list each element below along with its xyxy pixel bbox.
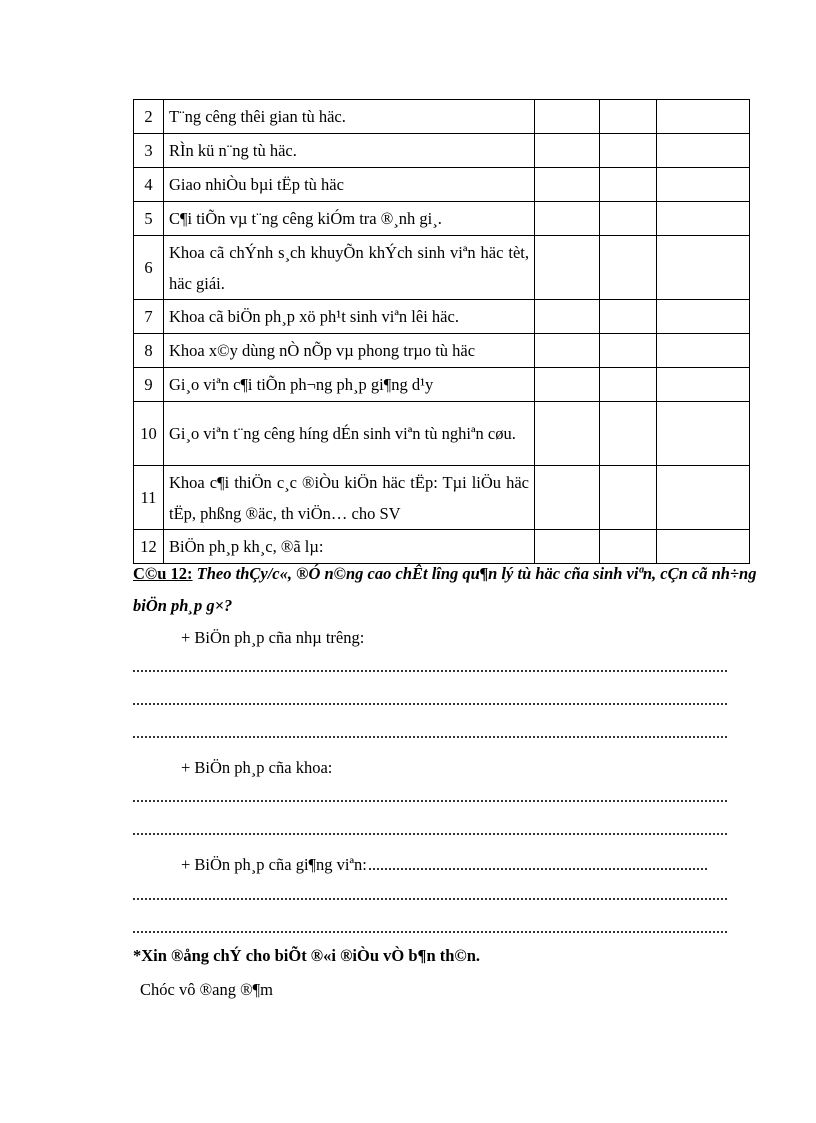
answer-cell[interactable] bbox=[535, 466, 600, 530]
row-text: Giao nhiÒu bµi tËp tù häc bbox=[164, 168, 535, 202]
answer-cell[interactable] bbox=[657, 100, 750, 134]
answer-cell[interactable] bbox=[657, 466, 750, 530]
row-text: Khoa c¶i thiÖn c¸c ®iÒu kiÖn häc tËp: Tµi liÖu häc tËp, phßng ®äc, th viÖn… cho SV bbox=[164, 466, 535, 530]
answer-faculty-label: + BiÖn ph¸p cña khoa: bbox=[181, 758, 333, 777]
answer-cell[interactable] bbox=[600, 334, 657, 368]
answer-line[interactable] bbox=[133, 896, 727, 900]
row-text: Gi¸o viªn t¨ng cêng híng dÉn sinh viªn tù nghiªn cøu. bbox=[164, 402, 535, 466]
answer-cell[interactable] bbox=[657, 134, 750, 168]
answer-cell[interactable] bbox=[535, 168, 600, 202]
answer-common-label: + BiÖn ph¸p cña nhµ trêng: bbox=[181, 628, 365, 647]
answer-cell[interactable] bbox=[535, 202, 600, 236]
personal-info-note: *Xin ®ång chÝ cho biÕt ®«i ®iÒu vÒ b¶n th©n. bbox=[133, 946, 481, 965]
answer-cell[interactable] bbox=[535, 334, 600, 368]
row-text: Gi¸o viªn c¶i tiÕn ph¬ng ph¸p gi¶ng d¹y bbox=[164, 368, 535, 402]
row-number: 6 bbox=[134, 236, 164, 300]
question-12 bbox=[133, 558, 763, 622]
row-number: 4 bbox=[134, 168, 164, 202]
row-number: 8 bbox=[134, 334, 164, 368]
answer-cell[interactable] bbox=[657, 236, 750, 300]
answer-cell[interactable] bbox=[657, 368, 750, 402]
answer-cell[interactable] bbox=[657, 334, 750, 368]
answer-cell[interactable] bbox=[600, 236, 657, 300]
table-row bbox=[134, 168, 750, 202]
answer-cell[interactable] bbox=[600, 134, 657, 168]
closing-greeting: Chóc vô ®ang ®¶m bbox=[140, 980, 273, 999]
answer-cell[interactable] bbox=[535, 236, 600, 300]
row-number: 3 bbox=[134, 134, 164, 168]
row-number: 9 bbox=[134, 368, 164, 402]
row-number: 7 bbox=[134, 300, 164, 334]
row-number: 11 bbox=[134, 466, 164, 530]
answer-teacher-row bbox=[181, 855, 707, 875]
answer-cell[interactable] bbox=[535, 134, 600, 168]
survey-table bbox=[133, 99, 750, 564]
answer-cell[interactable] bbox=[600, 466, 657, 530]
answer-line[interactable] bbox=[133, 798, 727, 802]
answer-line[interactable] bbox=[133, 701, 727, 705]
row-text: Khoa cã biÖn ph¸p xö ph¹t sinh viªn lêi häc. bbox=[164, 300, 535, 334]
table-row bbox=[134, 236, 750, 300]
answer-cell[interactable] bbox=[535, 300, 600, 334]
row-text: Khoa x©y dùng nÒ nÕp vµ phong trµo tù häc bbox=[164, 334, 535, 368]
answer-cell[interactable] bbox=[657, 300, 750, 334]
answer-line[interactable] bbox=[133, 831, 727, 835]
row-number: 2 bbox=[134, 100, 164, 134]
answer-cell[interactable] bbox=[535, 402, 600, 466]
row-text: RÌn kü n¨ng tù häc. bbox=[164, 134, 535, 168]
answer-teacher-label: + BiÖn ph¸p cña gi¶ng viªn: bbox=[181, 855, 367, 874]
table-row bbox=[134, 466, 750, 530]
answer-cell[interactable] bbox=[600, 300, 657, 334]
answer-line[interactable] bbox=[369, 858, 707, 870]
row-number: 10 bbox=[134, 402, 164, 466]
row-number: 5 bbox=[134, 202, 164, 236]
question-text: Theo thÇy/c«, ®Ó n©ng cao chÊt lîng qu¶n lý tù häc cña sinh viªn, cÇn cã nh÷ng biÖn ph¸p g×? bbox=[133, 564, 757, 615]
answer-cell[interactable] bbox=[657, 168, 750, 202]
answer-cell[interactable] bbox=[600, 168, 657, 202]
answer-line[interactable] bbox=[133, 734, 727, 738]
table-row bbox=[134, 300, 750, 334]
table-row bbox=[134, 402, 750, 466]
row-text: BiÖn ph¸p kh¸c, ®ã lµ: bbox=[164, 530, 535, 564]
row-number: 12 bbox=[134, 530, 164, 564]
answer-line[interactable] bbox=[133, 929, 727, 933]
question-label: C©u 12: bbox=[133, 564, 193, 583]
table-row bbox=[134, 334, 750, 368]
answer-cell[interactable] bbox=[600, 402, 657, 466]
answer-cell[interactable] bbox=[600, 100, 657, 134]
answer-cell[interactable] bbox=[600, 202, 657, 236]
table-row bbox=[134, 134, 750, 168]
table-row bbox=[134, 368, 750, 402]
row-text: C¶i tiÕn vµ t¨ng cêng kiÓm tra ®¸nh gi¸. bbox=[164, 202, 535, 236]
answer-cell[interactable] bbox=[657, 402, 750, 466]
answer-line[interactable] bbox=[133, 668, 727, 672]
row-text: Khoa cã chÝnh s¸ch khuyÕn khÝch sinh viªn häc tèt, häc giái. bbox=[164, 236, 535, 300]
table-row bbox=[134, 202, 750, 236]
answer-cell[interactable] bbox=[657, 202, 750, 236]
answer-cell[interactable] bbox=[535, 100, 600, 134]
answer-cell[interactable] bbox=[600, 368, 657, 402]
row-text: T¨ng cêng thêi gian tù häc. bbox=[164, 100, 535, 134]
answer-cell[interactable] bbox=[535, 368, 600, 402]
table-row bbox=[134, 100, 750, 134]
